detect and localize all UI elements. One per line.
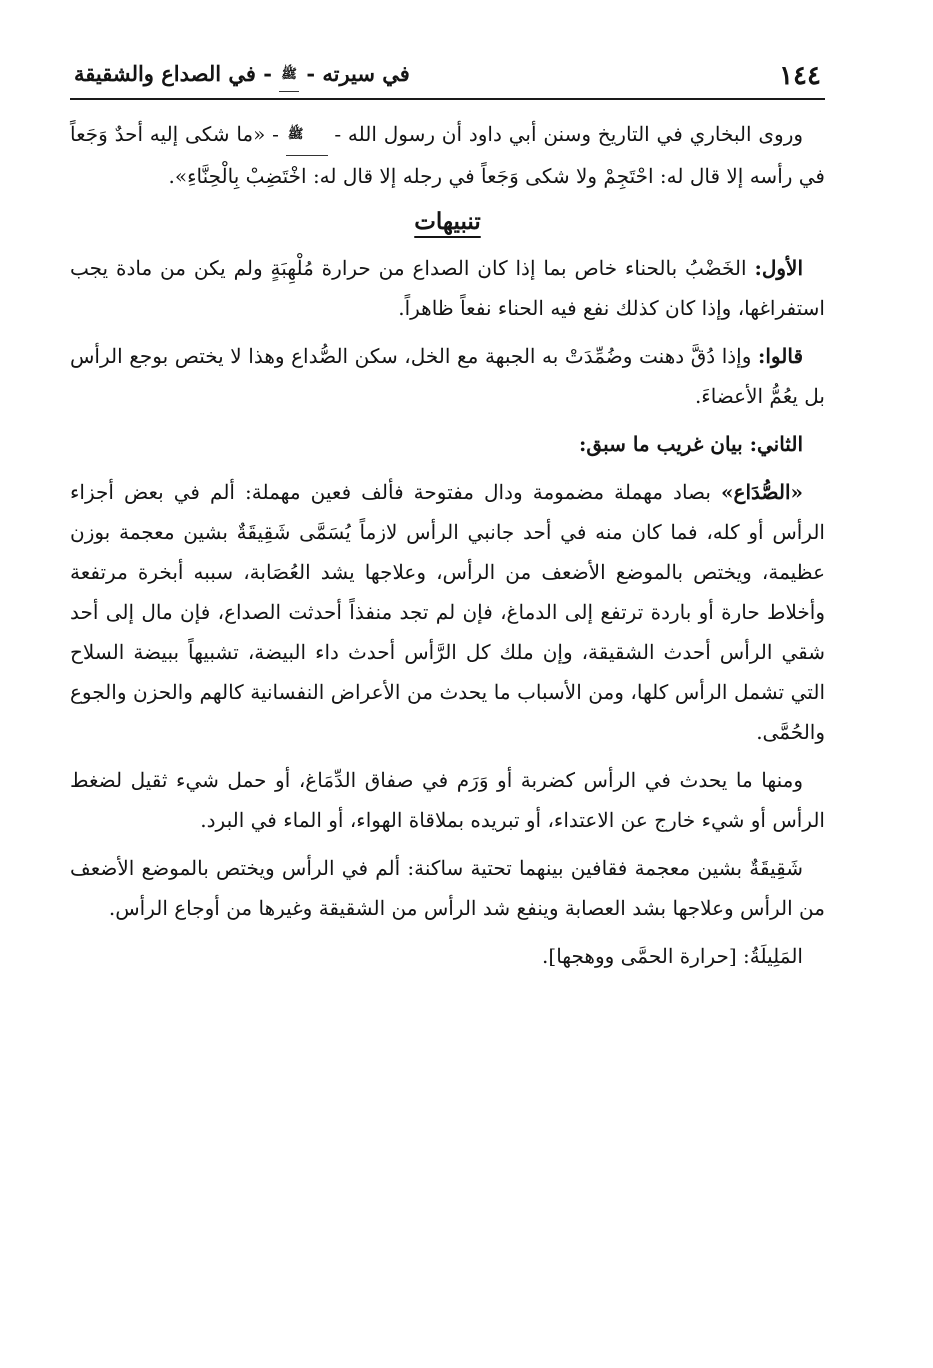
glossary-maliila-paragraph: المَلِيلَةُ: [حرارة الحمَّى ووهجها]. (542, 944, 803, 968)
book-page (70, 52, 825, 984)
glossary-shaqiqa-paragraph: شَقِيقَةٌ بشين معجمة فقافين بينهما تحتية ساكنة: ألم في الرأس ويختص بالموضع الأضعف من الرأس وعلاجها بشد العصابة وينفع شد الرأس من الشقيقة وغيرها من أوجاع الرأس. (70, 856, 825, 920)
salutation-glyph-inline: ﷺ (286, 115, 328, 156)
section-heading: تنبيهات (414, 208, 481, 235)
glossary-sudaa-text: بصاد مهملة مضمومة ودال مفتوحة فألف فعين مهملة: ألم في بعض أجزاء الرأس أو كله، فما كان منه في أحد جانبي الرأس لازماً يُسَمَّى شَقِيقَةٌ بشين معجمة بوزن عظيمة، ويختص بالموضع الأضعف من الرأس، وعلاجها يشد العُصَابة، سببه أبخرة مرتفعة وأخلاط حارة أو باردة ترتفع إلى الدماغ، فإن لم تجد منفذاً أحدثت الصداع، فإن مال إلى أحد شقي الرأس أحدث الشقيقة، وإن ملك كل الرَّأس أحدث داء البيضة، تشبيهاً ببيضة السلاح التي تشمل الرأس كلها، ومن الأسباب ما يحدث من الأعراض النفسانية كالهم والحزن والجوع والحُمَّى. (70, 480, 826, 744)
hadith-text-before: وروى البخاري في التاريخ وسنن أبي داود أن رسول الله - (334, 122, 804, 146)
second-note-heading: الثاني: بيان غريب ما سبق: (579, 432, 803, 456)
page-number: ١٤٤ (779, 61, 821, 91)
header-rule (70, 98, 825, 100)
page-header (70, 52, 825, 98)
glossary-sudaa-term: «الصُّدَاع» (721, 480, 804, 504)
hadith-text-after: - «ما شكى إليه أحدٌ وَجَعاً في رأسه إلا قال له: احْتَجِمْ ولا شكى وَجَعاً في رجله إلا قال له: اخْتَضِبْ بِالْحِنَّاءِ». (70, 122, 825, 188)
said-note-text: وإذا دُقَّ دهنت وضُمِّدَتْ به الجبهة مع الخل، سكن الصُّداع وهذا لا يختص بوجع الرأس بل يعُمُّ الأعضاءَ. (70, 344, 825, 408)
glossary-causes-paragraph: ومنها ما يحدث في الرأس كضربة أو وَرَم في صفاق الدِّمَاغ، أو حمل شيء ثقيل لضغط الرأس أو شيء خارج عن الاعتداء، أو تبريده بملاقاة الهواء، أو الماء في البرد. (70, 768, 825, 832)
salutation-glyph: ﷺ (279, 59, 299, 92)
first-note-paragraph (70, 248, 825, 328)
first-note-lead: الأول: (754, 256, 804, 280)
running-title-part-2: - في الصداع والشقيقة (74, 61, 272, 86)
said-note-lead: قالوا: (757, 344, 804, 368)
said-note-paragraph (70, 336, 825, 416)
hadith-paragraph (70, 114, 825, 196)
first-note-text: الخَضْبُ بالحناء خاص بما إذا كان الصداع من حرارة مُلْهِبَةٍ ولم يكن من مادة يجب استفراغها، وإذا كان كذلك نفع فيه الحناء نفعاً ظاهراً. (70, 256, 825, 320)
running-title (74, 58, 410, 92)
running-title-part-1: في سيرته - (306, 61, 410, 86)
glossary-sudaa-paragraph (70, 472, 825, 752)
